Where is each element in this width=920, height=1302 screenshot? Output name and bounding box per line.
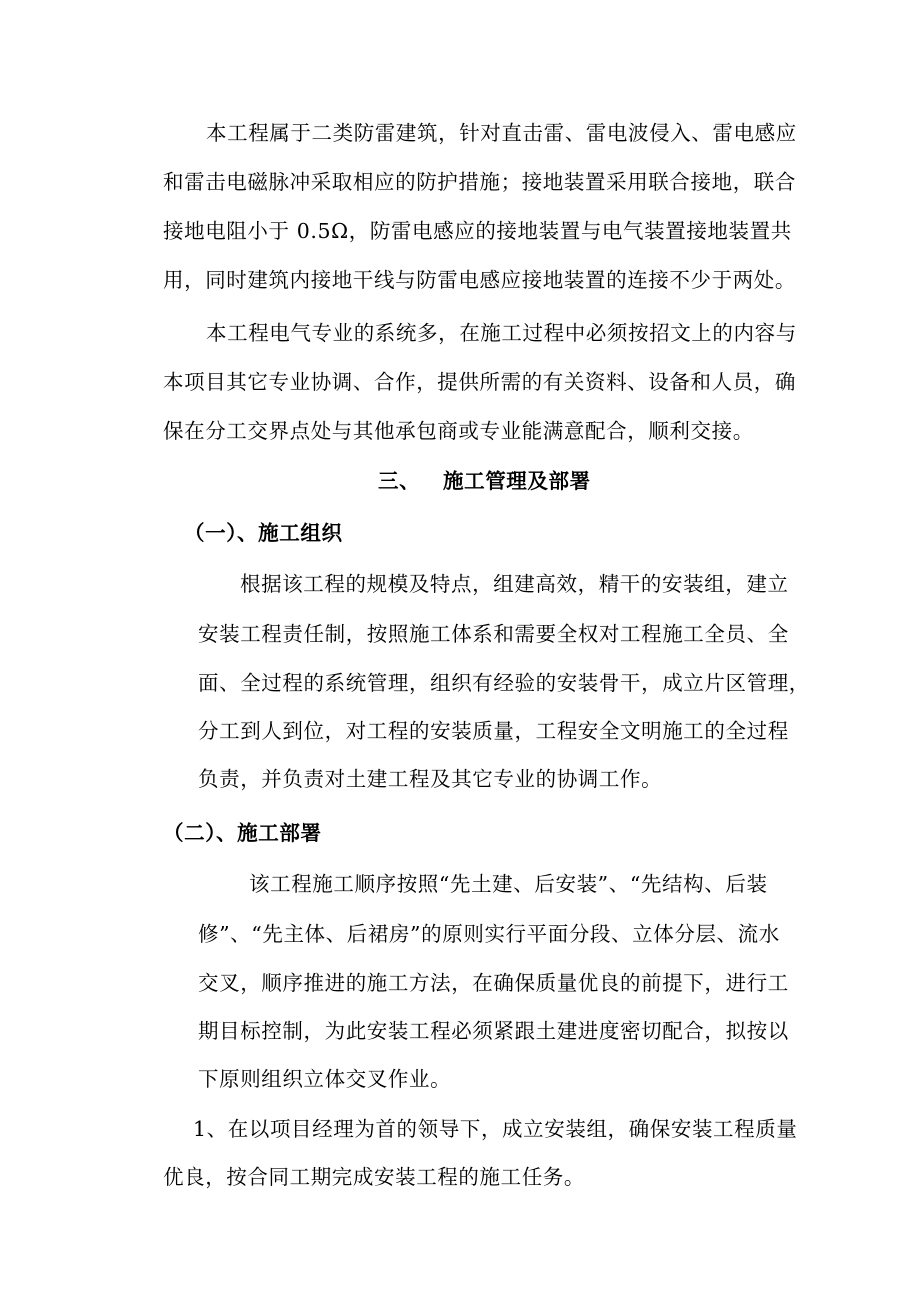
text-line: 保在分工交界点处与其他承包商或专业能满意配合，顺利交接。: [163, 419, 754, 443]
text-line: 交叉，顺序推进的施工方法，在确保质量优良的前提下，进行工: [198, 971, 789, 995]
section-title: 施工管理及部署: [443, 469, 591, 493]
text-line: 接地电阻小于 0.5Ω，防雷电感应的接地装置与电气装置接地装置共: [163, 219, 792, 243]
text-line: 期目标控制，为此安装工程必须紧跟土建进度密切配合，拟按以: [198, 1019, 789, 1043]
text-line: 和雷击电磁脉冲采取相应的防护措施；接地装置采用联合接地，联合: [163, 170, 796, 194]
text-line: 根据该工程的规模及特点，组建高效，精干的安装组，建立: [240, 572, 789, 596]
text-line: 安装工程责任制，按照施工体系和需要全权对工程施工全员、全: [198, 622, 789, 646]
text-line: 1、在以项目经理为首的领导下，成立安装组，确保安装工程质量: [193, 1117, 798, 1141]
text-line: 负责，并负责对土建工程及其它专业的协调工作。: [198, 767, 663, 791]
text-line: 修”、“先主体、后裙房”的原则实行平面分段、立体分层、流水: [198, 922, 780, 946]
subsection-title: （二）、施工部署: [163, 821, 322, 845]
text-line: 本工程属于二类防雷建筑，针对直击雷、雷电波侵入、雷电感应: [206, 121, 797, 145]
text-line: 本项目其它专业协调、合作，提供所需的有关资料、设备和人员，确: [163, 370, 796, 394]
text-line: 面、全过程的系统管理，组织有经验的安装骨干，成立片区管理，: [198, 671, 810, 695]
text-line: 本工程电气专业的系统多，在施工过程中必须按招文上的内容与: [206, 321, 797, 345]
subsection-title: （一）、施工组织: [184, 521, 343, 545]
text-line: 分工到人到位，对工程的安装质量，工程安全文明施工的全过程: [198, 719, 789, 743]
section-number: 三、: [378, 469, 421, 493]
text-line: 用，同时建筑内接地干线与防雷电感应接地装置的连接不少于两处。: [163, 268, 796, 292]
text-line: 该工程施工顺序按照“先土建、后安装”、“先结构、后装: [249, 872, 768, 896]
text-line: 下原则组织立体交叉作业。: [198, 1067, 452, 1091]
text-line: 优良，按合同工期完成安装工程的施工任务。: [163, 1165, 585, 1189]
